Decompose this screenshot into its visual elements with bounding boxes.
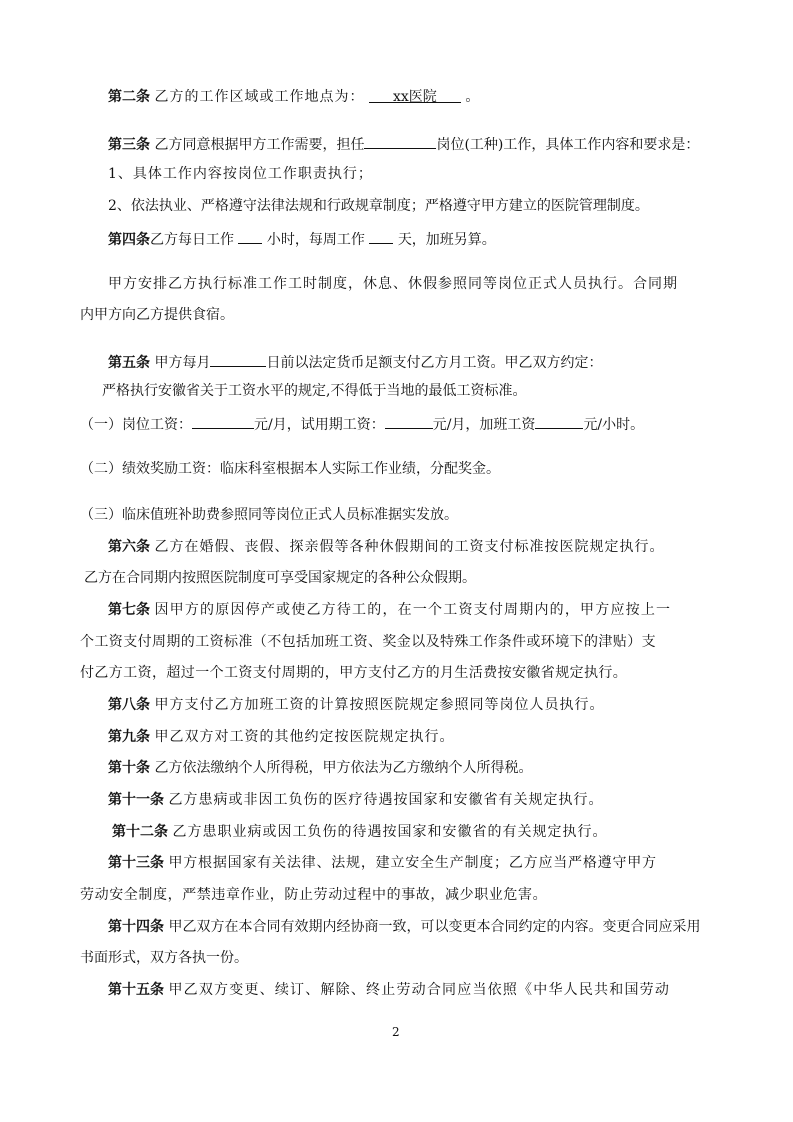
article-4: 第四条乙方每日工作 小时，每周工作 天，加班另算。 xyxy=(108,229,496,249)
article-5: 第五条 甲方每月 日前以法定货币足额支付乙方月工资。甲乙双方约定： xyxy=(108,352,602,372)
article-3-item-2: 2、依法执业、严格遵守法律法规和行政规章制度；严格遵守甲方建立的医院管理制度。 xyxy=(108,198,649,214)
article-7-line-3: 付乙方工资，超过一个工资支付周期的，甲方支付乙方的月生活费按安徽省规定执行。 xyxy=(80,665,628,681)
wage-item-1: （一）岗位工资： 元/月，试用期工资： 元/月，加班工资 元/小时。 xyxy=(80,414,644,434)
article-9: 第九条 甲乙双方对工资的其他约定按医院规定执行。 xyxy=(108,729,455,745)
probation-wage-blank xyxy=(385,414,433,429)
article-10: 第十条 乙方依法缴纳个人所得税，甲方依法为乙方缴纳个人所得税。 xyxy=(108,760,533,776)
rest-paragraph-line-2: 内甲方向乙方提供食宿。 xyxy=(80,307,234,323)
position-wage-blank xyxy=(192,414,254,429)
article-14-line-2: 书面形式，双方各执一份。 xyxy=(80,950,248,966)
article-15: 第十五条 甲乙双方变更、续订、解除、终止劳动合同应当依照《中华人民共和国劳动 xyxy=(108,982,671,998)
workplace-field: xx医院 xyxy=(369,88,461,103)
article-5-wage-rule: 严格执行安徽省关于工资水平的规定,不得低于当地的最低工资标准。 xyxy=(102,383,527,399)
position-blank xyxy=(364,134,436,149)
article-3-item-1: 1、具体工作内容按岗位工作职责执行； xyxy=(108,166,373,182)
article-7-line-2: 个工资支付周期的工资标准（不包括加班工资、奖金以及特殊工作条件或环境下的津贴）支 xyxy=(80,634,656,650)
overtime-wage-blank xyxy=(535,414,583,429)
article-13-line-2: 劳动安全制度，严禁违章作业，防止劳动过程中的事故，减少职业危害。 xyxy=(80,887,548,903)
article-13: 第十三条 甲方根据国家有关法律、法规，建立安全生产制度；乙方应当严格遵守甲方 xyxy=(108,855,657,871)
article-6: 第六条 乙方在婚假、丧假、探亲假等各种休假期间的工资支付标准按医院规定执行。 xyxy=(108,539,665,555)
daily-hours-blank xyxy=(238,229,262,244)
article-11: 第十一条 乙方患病或非因工负伤的医疗待遇按国家和安徽省有关规定执行。 xyxy=(108,792,604,808)
article-7: 第七条 因甲方的原因停产或使乙方待工的，在一个工资支付周期内的，甲方应按上一 xyxy=(108,602,672,618)
pay-day-blank xyxy=(210,352,266,367)
article-2: 第二条 乙方的工作区域或工作地点为： xx医院 。 xyxy=(108,89,480,105)
article-6-line-2: 乙方在合同期内按照医院制度可享受国家规定的各种公众假期。 xyxy=(84,570,476,586)
rest-paragraph-line-1: 甲方安排乙方执行标准工作工时制度，休息、休假参照同等岗位正式人员执行。合同期 xyxy=(108,276,678,292)
wage-item-2: （二）绩效奖励工资：临床科室根据本人实际工作业绩，分配奖金。 xyxy=(80,461,500,477)
article-8: 第八条 甲方支付乙方加班工资的计算按照医院规定参照同等岗位人员执行。 xyxy=(108,697,605,713)
article-14: 第十四条 甲乙双方在本合同有效期内经协商一致，可以变更本合同约定的内容。变更合同应采用 xyxy=(108,919,701,935)
weekly-days-blank xyxy=(369,229,393,244)
article-12: 第十二条 乙方患职业病或因工负伤的待遇按国家和安徽省的有关规定执行。 xyxy=(112,824,608,840)
article-3: 第三条 乙方同意根据甲方工作需要，担任 岗位(工种)工作，具体工作内容和要求是： xyxy=(108,134,699,154)
page-number: 2 xyxy=(392,1025,400,1039)
wage-item-3: （三）临床值班补助费参照同等岗位正式人员标准据实发放。 xyxy=(80,507,458,523)
